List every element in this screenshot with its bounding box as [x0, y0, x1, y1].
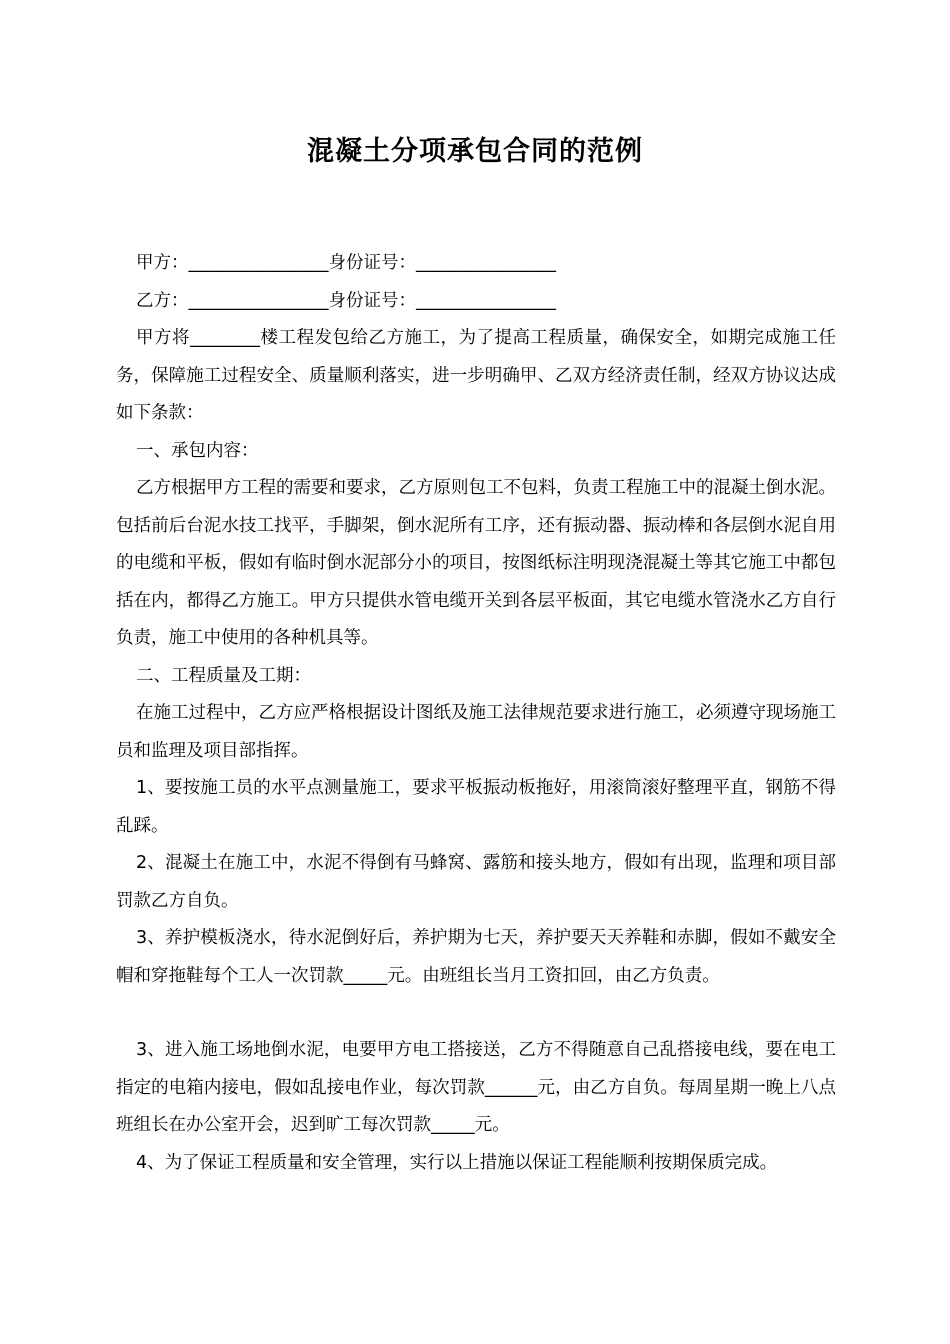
- intro-paragraph: 甲方将________楼工程发包给乙方施工，为了提高工程质量，确保安全，如期完成施工任务，保障施工过程安全、质量顺利落实，进一步明确甲、乙双方经济责任制，经双方协议达成如下条款：: [116, 328, 836, 423]
- document-body: [116, 245, 836, 1182]
- contract-scope-paragraph: 乙方根据甲方工程的需要和要求，乙方原则包工不包料，负责工程施工中的混凝土倒水泥。包括前后台泥水技工找平，手脚架，倒水泥所有工序，还有振动器、振动棒和各层倒水泥自用的电缆和平板，假如有临时倒水泥部分小的项目，按图纸标注明现浇混凝土等其它施工中都包括在内，都得乙方施工。甲方只提供水管电缆开关到各层平板面，其它电缆水管浇水乙方自行负责，施工中使用的各种机具等。: [116, 478, 836, 648]
- clause-4: 4、为了保证工程质量和安全管理，实行以上措施以保证工程能顺利按期保质完成。: [136, 1152, 778, 1173]
- clause-1: 1、要按施工员的水平点测量施工，要求平板振动板拖好，用滚筒滚好整理平直，钢筋不得乱踩。: [116, 778, 836, 836]
- party-b-line: 乙方：________________身份证号：________________: [136, 290, 556, 311]
- party-a-line: 甲方：________________身份证号：________________: [136, 253, 556, 273]
- quality-paragraph: 在施工过程中，乙方应严格根据设计图纸及施工法律规范要求进行施工，必须遵守现场施工员和监理及项目部指挥。: [116, 703, 836, 761]
- section-heading-1: 一、承包内容：: [136, 440, 259, 461]
- clause-3b: 3、进入施工场地倒水泥，电要甲方电工搭接送，乙方不得随意自己乱搭接电线，要在电工指定的电箱内接电，假如乱接电作业，每次罚款______元，由乙方自负。每周星期一晚上八点班组长在办公室开会，迟到旷工每次罚款_____元。: [116, 1040, 836, 1135]
- section-heading-2: 二、工程质量及工期：: [136, 665, 311, 686]
- clause-2: 2、混凝土在施工中，水泥不得倒有马蜂窝、露筋和接头地方，假如有出现，监理和项目部罚款乙方自负。: [116, 853, 836, 911]
- clause-3: 3、养护模板浇水，待水泥倒好后，养护期为七天，养护要天天养鞋和赤脚，假如不戴安全帽和穿拖鞋每个工人一次罚款_____元。由班组长当月工资扣回，由乙方负责。: [116, 928, 836, 986]
- document-title: 混凝土分项承包合同的范例: [307, 136, 643, 167]
